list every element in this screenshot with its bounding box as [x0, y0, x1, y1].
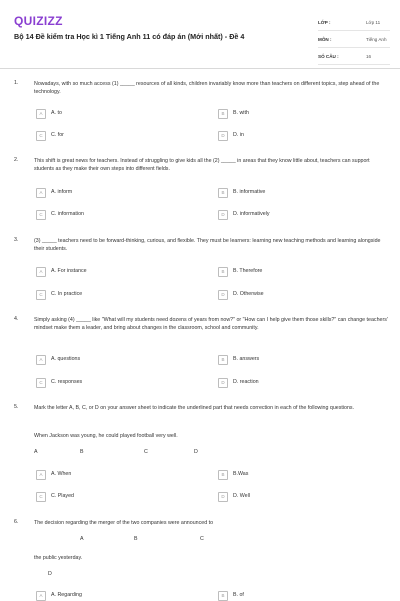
meta-row-class	[318, 14, 390, 31]
option-text: D. in	[233, 132, 244, 138]
marker-a: A	[34, 449, 38, 455]
option-text: A. When	[51, 471, 72, 477]
option-text: D. Otherwise	[233, 291, 264, 297]
option-text: A. Regarding	[51, 592, 82, 598]
option-letter-box: A	[36, 267, 46, 277]
question-text: The decision regarding the merger of the two companies were announced to	[34, 520, 214, 526]
underline-markers	[0, 571, 400, 579]
option-letter-box: B	[218, 355, 228, 365]
option-letter-box: D	[218, 378, 228, 388]
option-letter-box: A	[36, 591, 46, 601]
option-text: A. to	[51, 110, 62, 116]
option-letter-box: D	[218, 492, 228, 502]
meta-value: Tiếng Anh	[354, 31, 390, 48]
quizizz-logo: QUIZIZZ	[14, 14, 63, 28]
option-text: D. reaction	[233, 379, 259, 385]
option-text: B. of	[233, 592, 244, 598]
option-text: C. Played	[51, 493, 74, 499]
option-letter-box: C	[36, 290, 46, 300]
page-header	[0, 0, 400, 69]
option-text: C. In practice	[51, 291, 83, 297]
underline-markers	[0, 449, 400, 457]
option-letter-box: D	[218, 210, 228, 220]
option-letter-box: A	[36, 470, 46, 480]
meta-row-subject	[318, 31, 390, 48]
option-letter-box: C	[36, 210, 46, 220]
option-text: A. inform	[51, 189, 73, 195]
meta-key: MÔN :	[318, 31, 354, 48]
question-text: Nowadays, with so much access (1) _____ resources of all kinds, children invariably know more than teachers on different topics, step ahead of the technology.	[34, 81, 380, 96]
option-text: D. informatively	[233, 211, 270, 217]
option-letter-box: B	[218, 470, 228, 480]
meta-value: Lớp 11	[354, 14, 390, 31]
question-number: 5.	[14, 404, 19, 410]
meta-value: 16	[354, 48, 390, 65]
option-letter-box: D	[218, 290, 228, 300]
option-letter-box: A	[36, 355, 46, 365]
option-letter-box: A	[36, 109, 46, 119]
document-title: Bộ 14 Đề kiểm tra Học kì 1 Tiếng Anh 11 có đáp án (Mới nhất) - Đề 4	[14, 32, 245, 41]
marker-b: B	[80, 449, 84, 455]
question-number: 2.	[14, 157, 19, 163]
option-text: C. responses	[51, 379, 83, 385]
option-letter-box: B	[218, 109, 228, 119]
question-number: 3.	[14, 237, 19, 243]
option-text: A. For instance	[51, 268, 87, 274]
option-letter-box: B	[218, 267, 228, 277]
question-number: 1.	[14, 80, 19, 86]
option-text: C. for	[51, 132, 64, 138]
option-text: D. Well	[233, 493, 250, 499]
question-text: Simply asking (4) _____ like "What will my students need dozens of years from now?" or "How can I help give them those skills?" can change teachers' mindset make them a leader, and bring about changes in the classroom, school and community.	[34, 317, 388, 332]
marker-c: C	[144, 449, 148, 455]
marker-a: A	[80, 536, 84, 542]
meta-row-count	[318, 48, 390, 65]
option-text: B. answers	[233, 356, 260, 362]
underline-markers	[0, 536, 400, 544]
option-letter-box: C	[36, 492, 46, 502]
option-text: B. informative	[233, 189, 266, 195]
question-text: This shift is great news for teachers. Instead of struggling to give kids all the (2) _____ in areas that they know little about, teachers can support students as they make their own steps into different fields.	[34, 158, 370, 173]
option-letter-box: A	[36, 188, 46, 198]
marker-d: D	[194, 449, 198, 455]
question-number: 6.	[14, 519, 19, 525]
option-text: B. Therefore	[233, 268, 263, 274]
option-text: C. information	[51, 211, 84, 217]
option-letter-box: B	[218, 188, 228, 198]
marker-c: C	[200, 536, 204, 542]
option-text: A. questions	[51, 356, 81, 362]
option-letter-box: D	[218, 131, 228, 141]
marker-b: B	[134, 536, 138, 542]
marker-d: D	[48, 571, 52, 577]
option-text: B. with	[233, 110, 249, 116]
question-text: (3) _____ teachers need to be forward-thinking, curious, and flexible. They must be learners: learning new teaching methods and learning alongside their students.	[34, 238, 381, 253]
option-text: B.Was	[233, 471, 249, 477]
question-text: Mark the letter A, B, C, or D on your answer sheet to indicate the underlined part that needs correction in each of the following questions.	[34, 405, 355, 411]
option-letter-box: B	[218, 591, 228, 601]
question-sentence: the public yesterday.	[34, 555, 83, 561]
meta-table	[318, 14, 390, 65]
option-letter-box: C	[36, 378, 46, 388]
question-number: 4.	[14, 316, 19, 322]
option-letter-box: C	[36, 131, 46, 141]
meta-key: LỚP :	[318, 14, 354, 31]
meta-key: SỐ CÂU :	[318, 48, 354, 65]
question-sentence: When Jackson was young, he could played football very well.	[34, 433, 178, 439]
